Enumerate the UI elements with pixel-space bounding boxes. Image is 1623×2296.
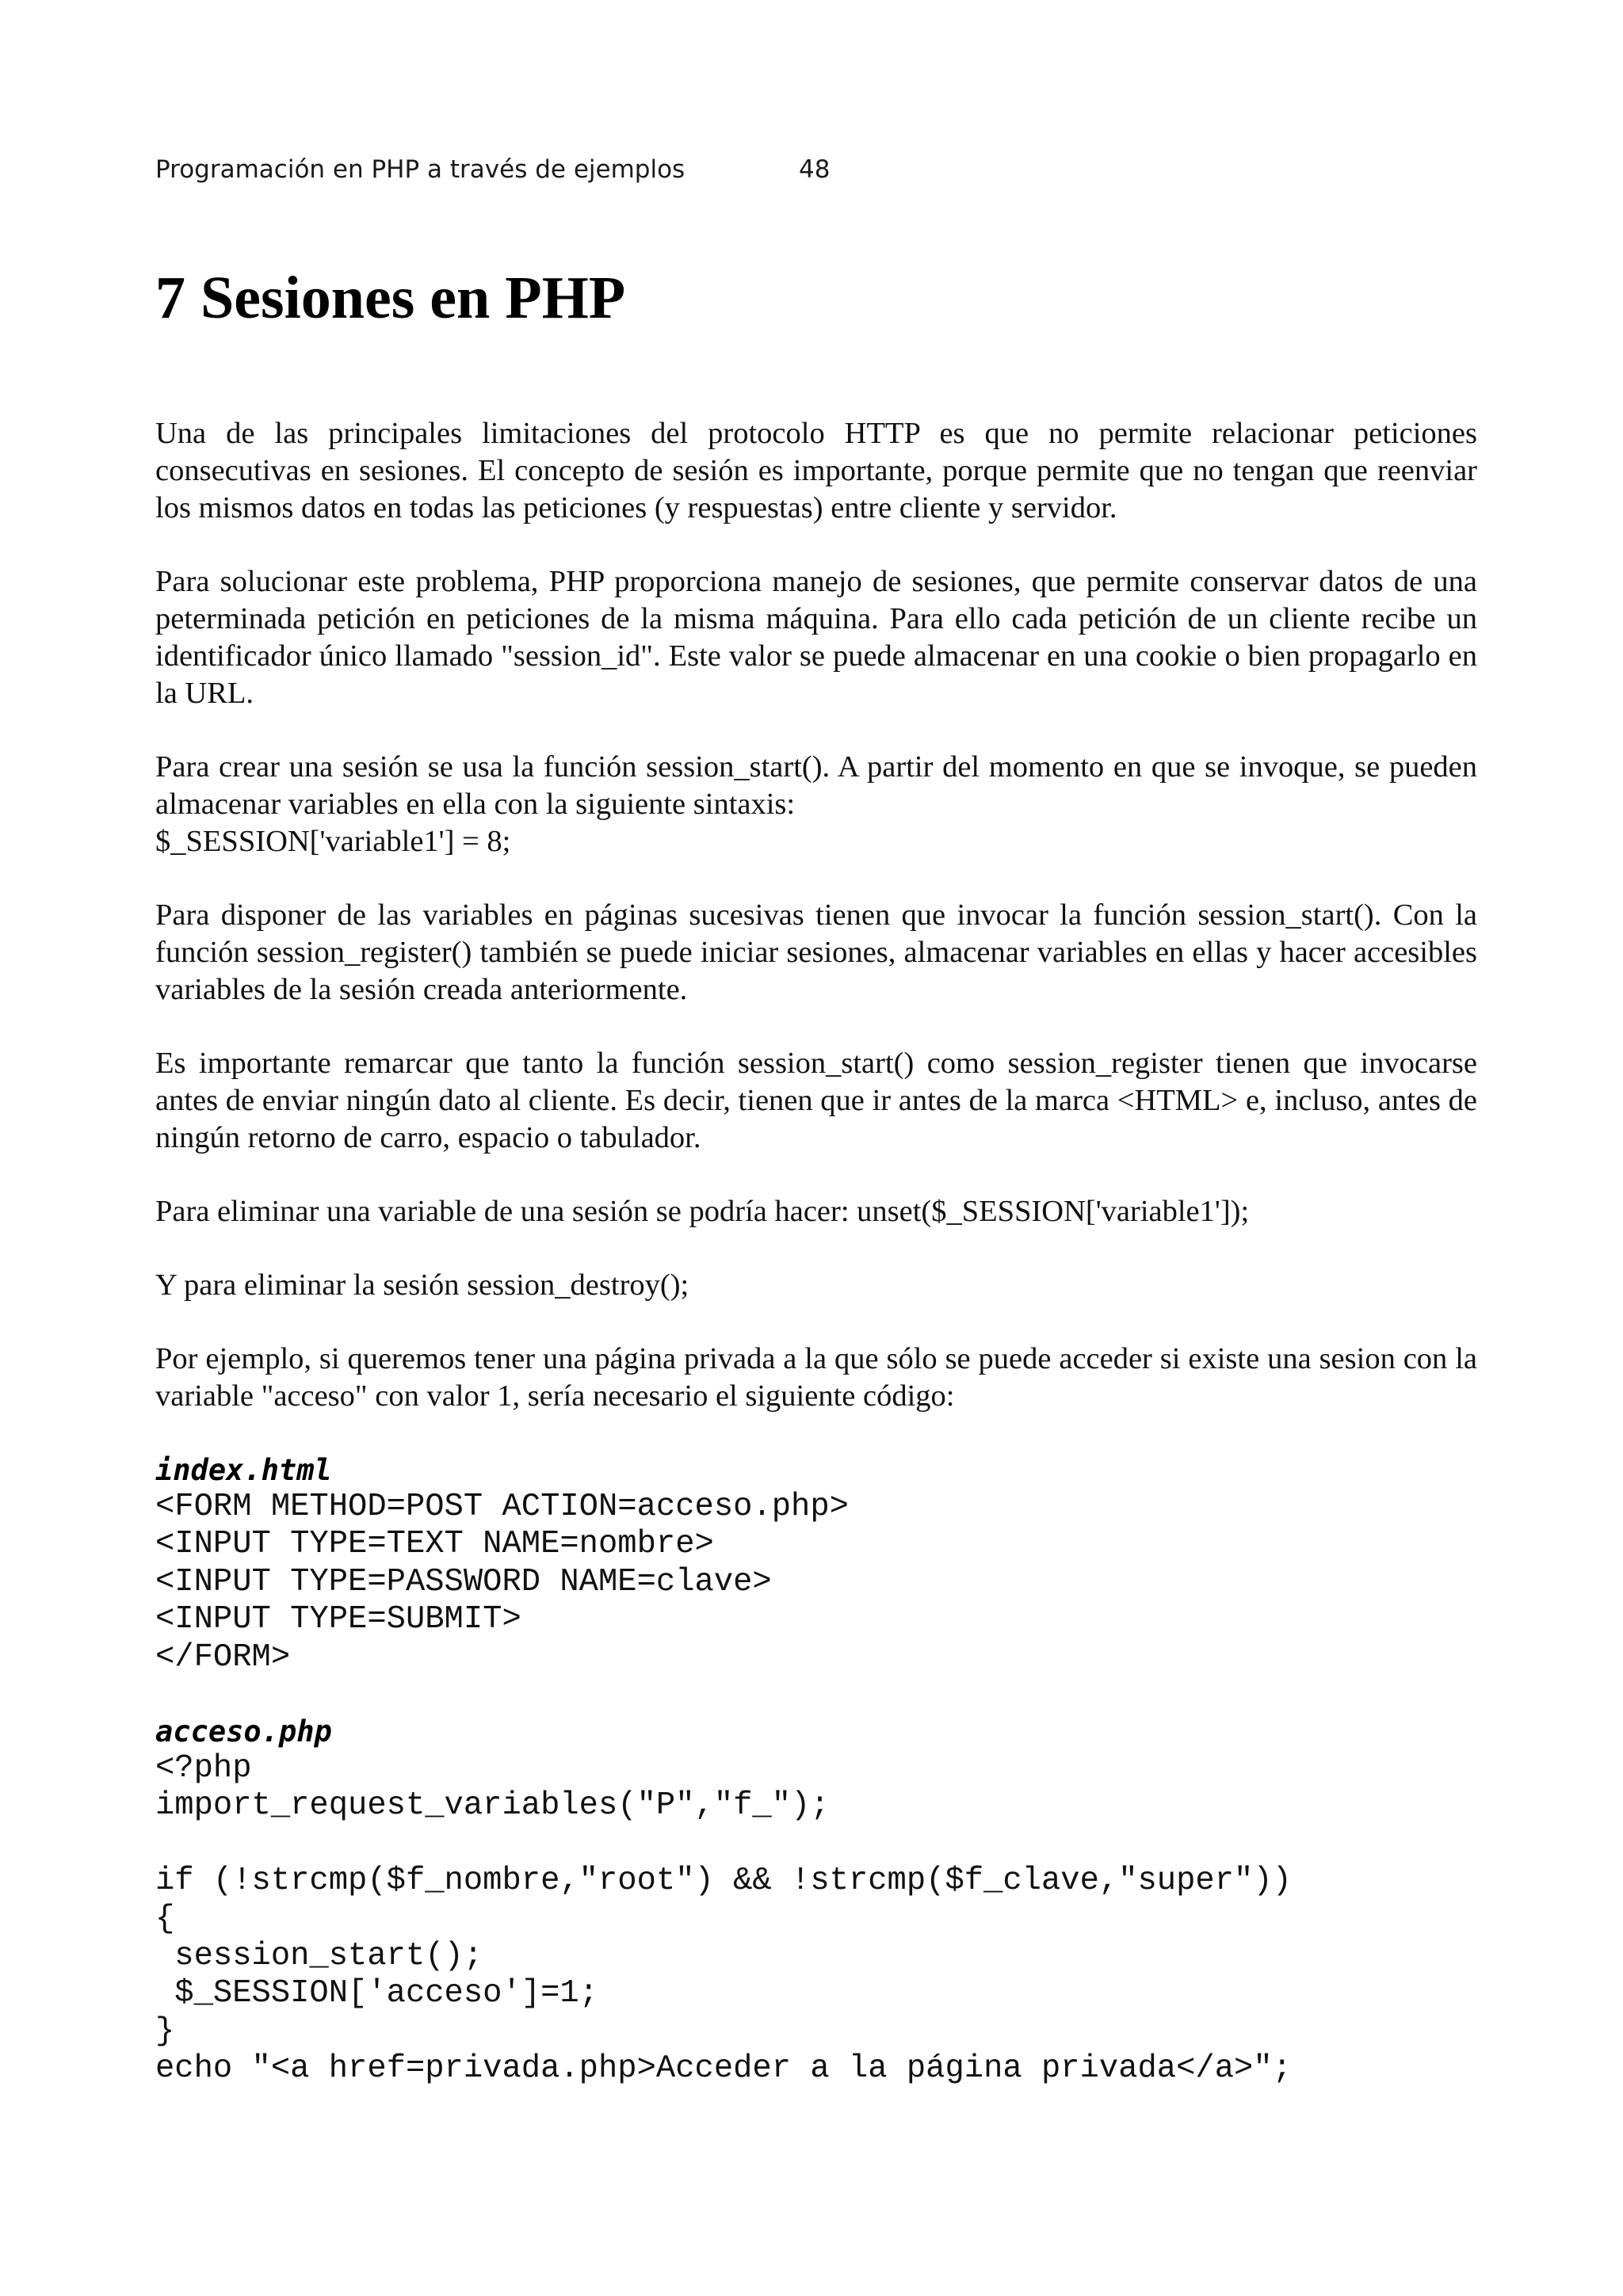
code-filename-index-html: index.html — [155, 1453, 332, 1487]
paragraph-session-start — [155, 749, 1477, 860]
running-header — [155, 155, 831, 184]
page-number: 48 — [799, 155, 831, 184]
code-listing-acceso-php: <?php import_request_variables("P","f_"); if (!strcmp($f_nombre,"root") && !strcmp($f_clave,"super")) { session_start(); $_SESSION['acceso']=1; } echo "<a href=privada.php>Acceder a la página privada</a>"; — [155, 1750, 1292, 2088]
paragraph-php-sessions: Para solucionar este problema, PHP proporciona manejo de sesiones, que permite conservar datos de una peterminada petición en peticiones de la misma máquina. Para ello cada petición de un cliente recibe un identificador único llamado "session_id". Este valor se puede almacenar en una cookie o bien propagarlo en la URL. — [155, 565, 1477, 710]
code-block-acceso-php — [155, 1713, 1477, 2088]
session-variable-syntax: $_SESSION['variable1'] = 8; — [155, 825, 511, 858]
paragraph-session-start-text: Para crear una sesión se usa la función session_start(). A partir del momento en que se invoque, se pueden almacenar variables en ella con la siguiente sintaxis: — [155, 750, 1477, 821]
paragraph-session-destroy: Y para eliminar la sesión session_destroy(); — [155, 1268, 689, 1302]
code-listing-index-html: <FORM METHOD=POST ACTION=acceso.php> <INPUT TYPE=TEXT NAME=nombre> <INPUT TYPE=PASSWORD NAME=clave> <INPUT TYPE=SUBMIT> </FORM> — [155, 1489, 849, 1676]
paragraph-invoke-before-output: Es importante remarcar que tanto la función session_start() como session_register tienen que invocarse antes de enviar ningún dato al cliente. Es decir, tienen que ir antes de la marca <HTML> e, incluso, antes de ningún retorno de carro, espacio o tabulador. — [155, 1047, 1477, 1154]
paragraph-example-intro: Por ejemplo, si queremos tener una página privada a la que sólo se puede acceder si existe una sesion con la variable "acceso" con valor 1, sería necesario el siguiente código: — [155, 1342, 1477, 1413]
chapter-body — [155, 415, 1477, 2088]
paragraph-unset-variable: Para eliminar una variable de una sesión se podría hacer: unset($_SESSION['variable1']); — [155, 1195, 1250, 1228]
paragraph-http-limitations: Una de las principales limitaciones del protocolo HTTP es que no permite relacionar peticiones consecutivas en sesiones. El concepto de sesión es importante, porque permite que no tengan que reenviar los mismos datos en todas las peticiones (y respuestas) entre cliente y servidor. — [155, 417, 1477, 524]
book-title: Programación en PHP a través de ejemplos — [155, 155, 685, 184]
code-block-index-html — [155, 1451, 1477, 1676]
paragraph-session-register: Para disponer de las variables en páginas sucesivas tienen que invocar la función session_start(). Con la función session_register() también se puede iniciar sesiones, almacenar variables en ellas y hacer accesibles variables de la sesión creada anteriormente. — [155, 898, 1477, 1006]
code-filename-acceso-php: acceso.php — [155, 1714, 332, 1749]
chapter-title: 7 Sesiones en PHP — [155, 265, 626, 331]
